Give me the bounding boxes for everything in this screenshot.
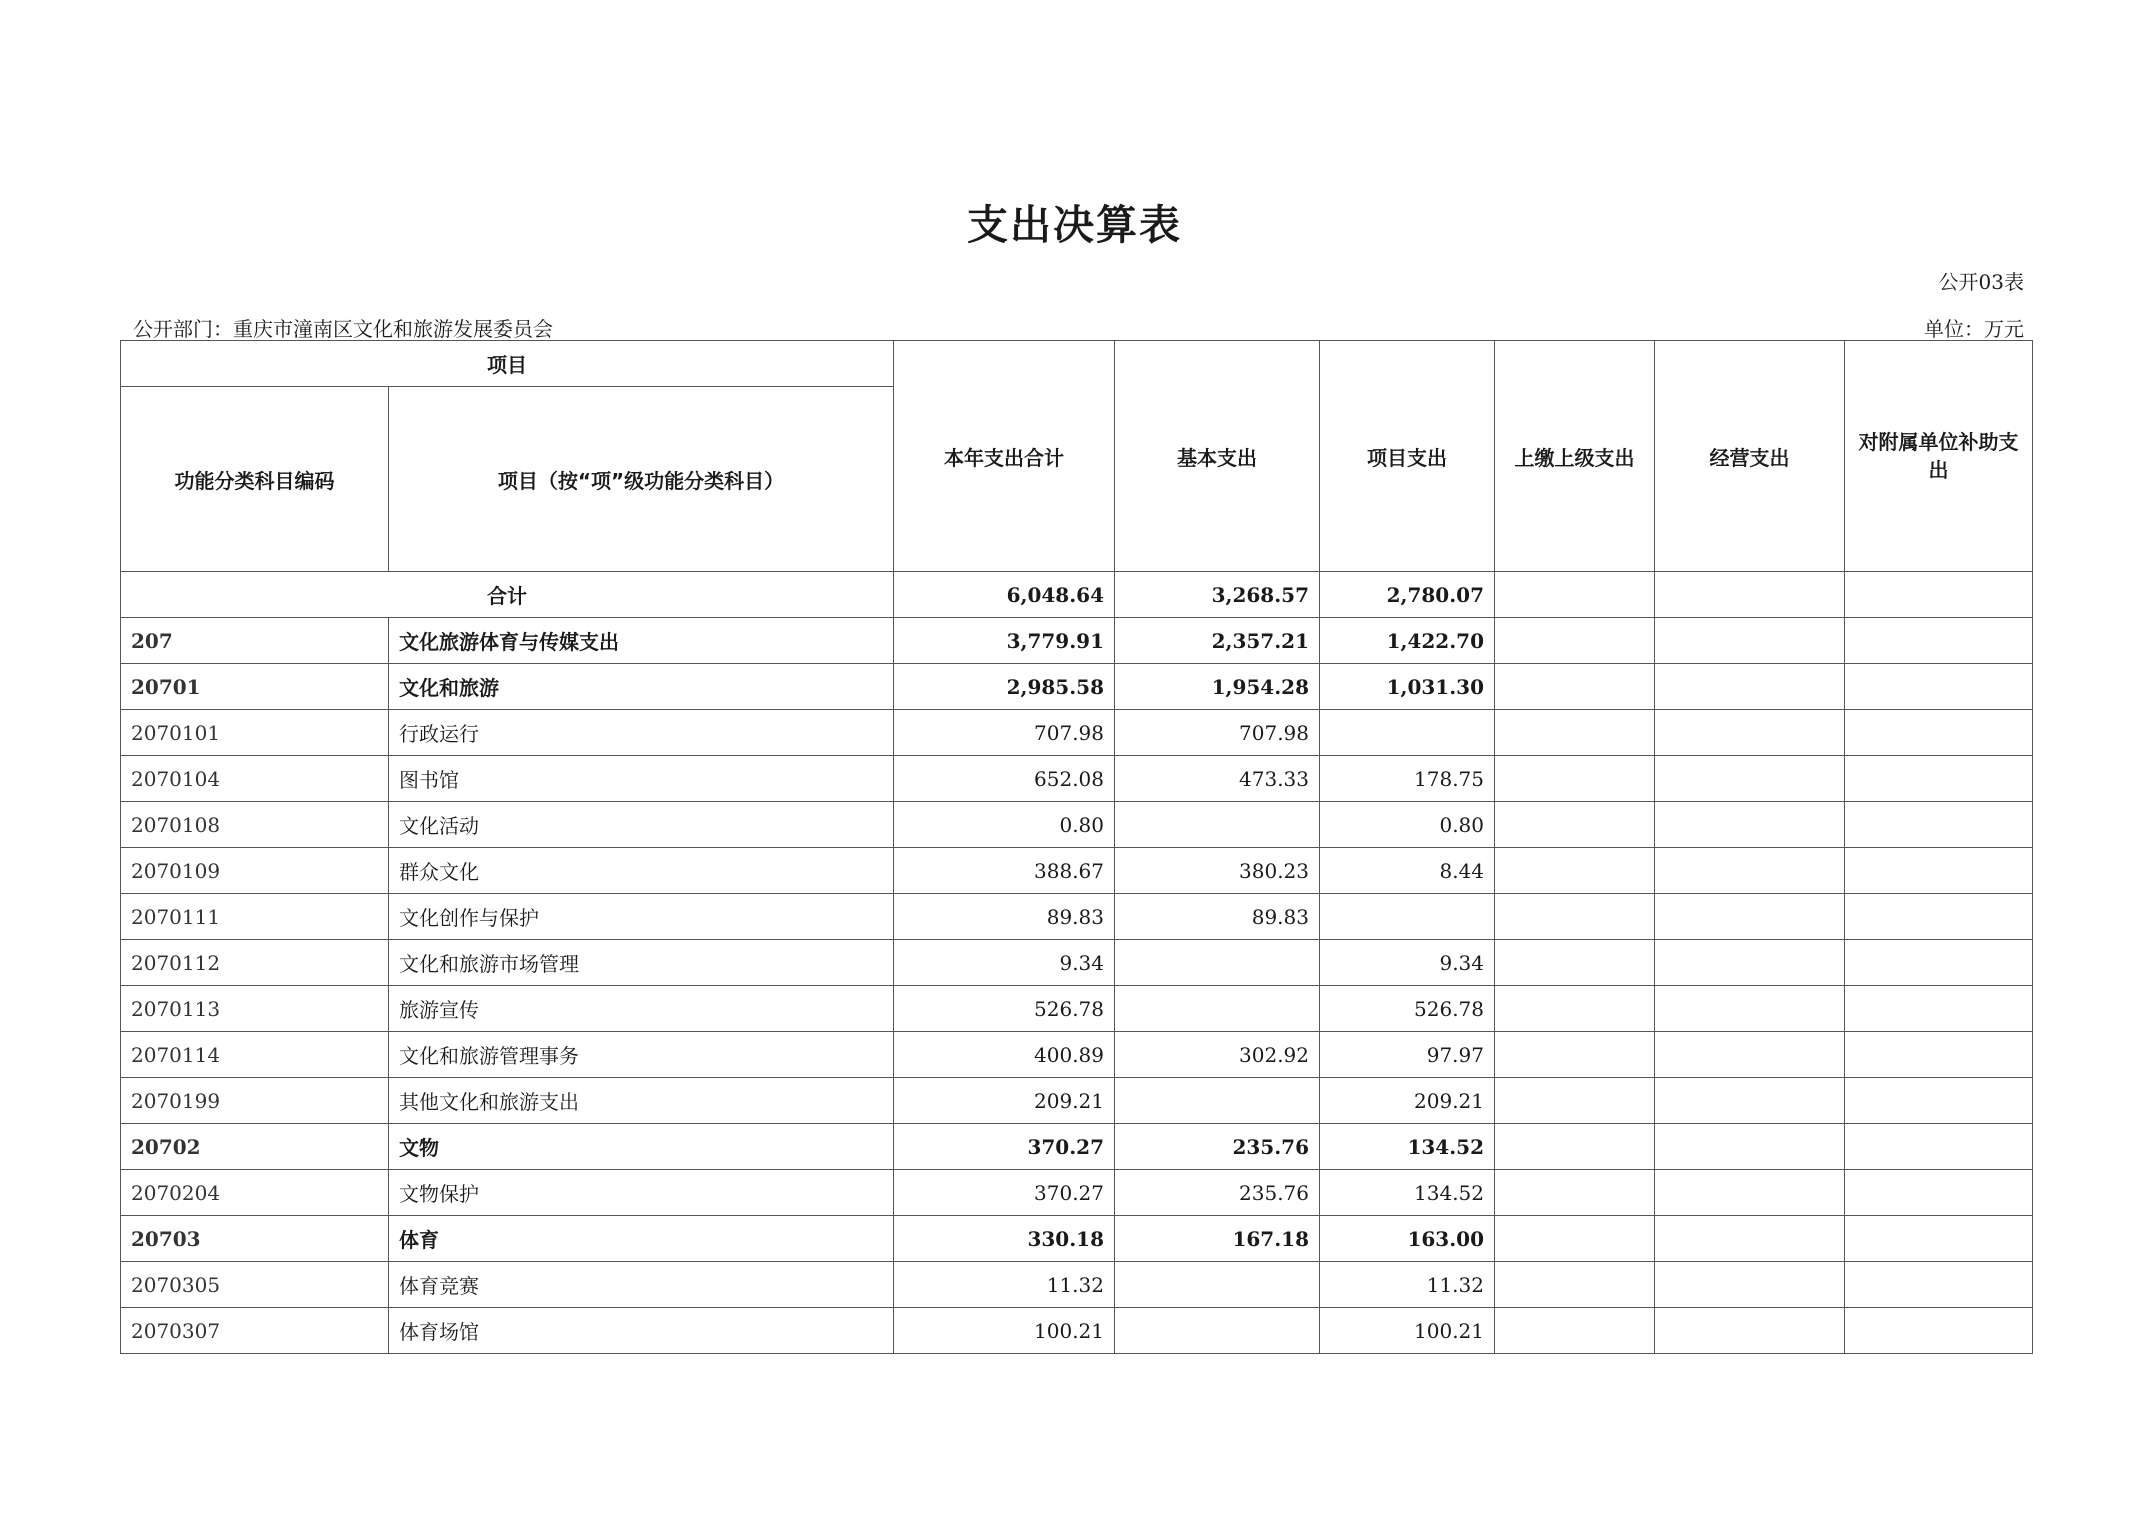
cell-total: 209.21 <box>894 1078 1115 1124</box>
table-row <box>121 756 2033 802</box>
cell-upper <box>1495 940 1655 986</box>
cell-business <box>1655 802 1845 848</box>
cell-subsidy <box>1845 848 2033 894</box>
cell-name: 文化和旅游 <box>389 664 894 710</box>
total-cell-subsidy <box>1845 572 2033 618</box>
cell-subsidy <box>1845 1124 2033 1170</box>
cell-basic: 235.76 <box>1115 1124 1320 1170</box>
cell-basic: 707.98 <box>1115 710 1320 756</box>
cell-business <box>1655 940 1845 986</box>
cell-subsidy <box>1845 1308 2033 1354</box>
cell-subsidy <box>1845 986 2033 1032</box>
table-row <box>121 848 2033 894</box>
cell-name: 文物保护 <box>389 1170 894 1216</box>
cell-business <box>1655 664 1845 710</box>
cell-basic <box>1115 1308 1320 1354</box>
table-row <box>121 802 2033 848</box>
cell-total: 652.08 <box>894 756 1115 802</box>
department-label: 公开部门：重庆市潼南区文化和旅游发展委员会 <box>133 317 553 341</box>
cell-basic: 473.33 <box>1115 756 1320 802</box>
cell-project: 134.52 <box>1320 1124 1495 1170</box>
table-row <box>121 1124 2033 1170</box>
cell-basic <box>1115 940 1320 986</box>
header-total: 本年支出合计 <box>894 341 1115 572</box>
cell-basic <box>1115 1262 1320 1308</box>
cell-upper <box>1495 802 1655 848</box>
cell-business <box>1655 710 1845 756</box>
cell-code: 20702 <box>121 1124 389 1170</box>
cell-code: 2070204 <box>121 1170 389 1216</box>
cell-total: 388.67 <box>894 848 1115 894</box>
cell-code: 2070108 <box>121 802 389 848</box>
table-row <box>121 940 2033 986</box>
page-title: 支出决算表 <box>967 201 1182 249</box>
cell-name: 旅游宣传 <box>389 986 894 1032</box>
cell-total: 11.32 <box>894 1262 1115 1308</box>
table-row <box>121 1308 2033 1354</box>
cell-total: 400.89 <box>894 1032 1115 1078</box>
table-row <box>121 1078 2033 1124</box>
cell-business <box>1655 1216 1845 1262</box>
expenditure-table <box>120 340 2033 1354</box>
cell-name: 文化旅游体育与传媒支出 <box>389 618 894 664</box>
cell-basic <box>1115 1078 1320 1124</box>
header-subsidy: 对附属单位补助支出 <box>1845 341 2033 572</box>
cell-upper <box>1495 618 1655 664</box>
cell-business <box>1655 756 1845 802</box>
total-cell-upper <box>1495 572 1655 618</box>
cell-project: 1,422.70 <box>1320 618 1495 664</box>
cell-code: 2070307 <box>121 1308 389 1354</box>
cell-basic: 380.23 <box>1115 848 1320 894</box>
cell-business <box>1655 1262 1845 1308</box>
table-row <box>121 894 2033 940</box>
table-row <box>121 1170 2033 1216</box>
cell-code: 2070101 <box>121 710 389 756</box>
cell-basic: 2,357.21 <box>1115 618 1320 664</box>
header-basic: 基本支出 <box>1115 341 1320 572</box>
total-cell-basic: 3,268.57 <box>1115 572 1320 618</box>
cell-project: 526.78 <box>1320 986 1495 1032</box>
cell-name: 文化和旅游市场管理 <box>389 940 894 986</box>
cell-basic: 235.76 <box>1115 1170 1320 1216</box>
cell-upper <box>1495 1170 1655 1216</box>
cell-code: 20703 <box>121 1216 389 1262</box>
cell-code: 2070109 <box>121 848 389 894</box>
total-row <box>121 572 2033 618</box>
cell-project <box>1320 894 1495 940</box>
cell-business <box>1655 618 1845 664</box>
cell-name: 群众文化 <box>389 848 894 894</box>
cell-total: 0.80 <box>894 802 1115 848</box>
cell-upper <box>1495 1124 1655 1170</box>
header-item-group: 项目 <box>121 341 894 387</box>
cell-total: 2,985.58 <box>894 664 1115 710</box>
table-row <box>121 618 2033 664</box>
cell-code: 207 <box>121 618 389 664</box>
cell-subsidy <box>1845 1078 2033 1124</box>
header-business: 经营支出 <box>1655 341 1845 572</box>
cell-name: 图书馆 <box>389 756 894 802</box>
cell-basic <box>1115 802 1320 848</box>
cell-subsidy <box>1845 802 2033 848</box>
cell-subsidy <box>1845 1170 2033 1216</box>
table-row <box>121 986 2033 1032</box>
cell-project: 163.00 <box>1320 1216 1495 1262</box>
cell-project: 178.75 <box>1320 756 1495 802</box>
cell-subsidy <box>1845 710 2033 756</box>
cell-business <box>1655 848 1845 894</box>
cell-code: 20701 <box>121 664 389 710</box>
cell-subsidy <box>1845 1216 2033 1262</box>
cell-total: 370.27 <box>894 1170 1115 1216</box>
cell-project: 0.80 <box>1320 802 1495 848</box>
cell-code: 2070114 <box>121 1032 389 1078</box>
cell-project: 8.44 <box>1320 848 1495 894</box>
cell-upper <box>1495 1216 1655 1262</box>
cell-upper <box>1495 986 1655 1032</box>
cell-code: 2070104 <box>121 756 389 802</box>
table-row <box>121 664 2033 710</box>
header-code: 功能分类科目编码 <box>121 387 389 572</box>
cell-project: 134.52 <box>1320 1170 1495 1216</box>
cell-name: 行政运行 <box>389 710 894 756</box>
cell-total: 370.27 <box>894 1124 1115 1170</box>
cell-name: 体育竞赛 <box>389 1262 894 1308</box>
cell-code: 2070113 <box>121 986 389 1032</box>
cell-upper <box>1495 894 1655 940</box>
cell-total: 9.34 <box>894 940 1115 986</box>
cell-subsidy <box>1845 756 2033 802</box>
header-name: 项目（按“项”级功能分类科目） <box>389 387 894 572</box>
cell-total: 330.18 <box>894 1216 1115 1262</box>
total-cell-total: 6,048.64 <box>894 572 1115 618</box>
cell-business <box>1655 986 1845 1032</box>
total-label: 合计 <box>121 572 894 618</box>
cell-code: 2070112 <box>121 940 389 986</box>
cell-project: 100.21 <box>1320 1308 1495 1354</box>
cell-total: 707.98 <box>894 710 1115 756</box>
cell-name: 文化创作与保护 <box>389 894 894 940</box>
cell-business <box>1655 894 1845 940</box>
header-row-1 <box>121 341 2033 387</box>
cell-upper <box>1495 1308 1655 1354</box>
cell-name: 文化和旅游管理事务 <box>389 1032 894 1078</box>
table-row <box>121 1032 2033 1078</box>
header-upper: 上缴上级支出 <box>1495 341 1655 572</box>
cell-basic: 89.83 <box>1115 894 1320 940</box>
cell-business <box>1655 1170 1845 1216</box>
cell-basic <box>1115 986 1320 1032</box>
cell-name: 其他文化和旅游支出 <box>389 1078 894 1124</box>
cell-project: 97.97 <box>1320 1032 1495 1078</box>
cell-code: 2070305 <box>121 1262 389 1308</box>
cell-upper <box>1495 1078 1655 1124</box>
cell-project: 1,031.30 <box>1320 664 1495 710</box>
cell-subsidy <box>1845 894 2033 940</box>
cell-project <box>1320 710 1495 756</box>
cell-business <box>1655 1078 1845 1124</box>
total-cell-project: 2,780.07 <box>1320 572 1495 618</box>
cell-project: 9.34 <box>1320 940 1495 986</box>
cell-name: 体育场馆 <box>389 1308 894 1354</box>
cell-subsidy <box>1845 664 2033 710</box>
cell-code: 2070199 <box>121 1078 389 1124</box>
cell-business <box>1655 1032 1845 1078</box>
cell-name: 文化活动 <box>389 802 894 848</box>
cell-upper <box>1495 1032 1655 1078</box>
cell-total: 89.83 <box>894 894 1115 940</box>
cell-project: 209.21 <box>1320 1078 1495 1124</box>
cell-upper <box>1495 848 1655 894</box>
form-number: 公开03表 <box>1938 270 2024 294</box>
cell-subsidy <box>1845 940 2033 986</box>
cell-total: 3,779.91 <box>894 618 1115 664</box>
cell-subsidy <box>1845 1032 2033 1078</box>
cell-upper <box>1495 1262 1655 1308</box>
cell-subsidy <box>1845 1262 2033 1308</box>
table-row <box>121 1216 2033 1262</box>
cell-basic: 302.92 <box>1115 1032 1320 1078</box>
header-project: 项目支出 <box>1320 341 1495 572</box>
table-row <box>121 1262 2033 1308</box>
cell-total: 526.78 <box>894 986 1115 1032</box>
cell-upper <box>1495 710 1655 756</box>
cell-upper <box>1495 664 1655 710</box>
cell-project: 11.32 <box>1320 1262 1495 1308</box>
cell-business <box>1655 1124 1845 1170</box>
cell-total: 100.21 <box>894 1308 1115 1354</box>
cell-code: 2070111 <box>121 894 389 940</box>
cell-name: 体育 <box>389 1216 894 1262</box>
cell-basic: 167.18 <box>1115 1216 1320 1262</box>
unit-label: 单位：万元 <box>1924 317 2024 341</box>
table-row <box>121 710 2033 756</box>
cell-upper <box>1495 756 1655 802</box>
cell-subsidy <box>1845 618 2033 664</box>
cell-basic: 1,954.28 <box>1115 664 1320 710</box>
cell-business <box>1655 1308 1845 1354</box>
cell-name: 文物 <box>389 1124 894 1170</box>
total-cell-business <box>1655 572 1845 618</box>
